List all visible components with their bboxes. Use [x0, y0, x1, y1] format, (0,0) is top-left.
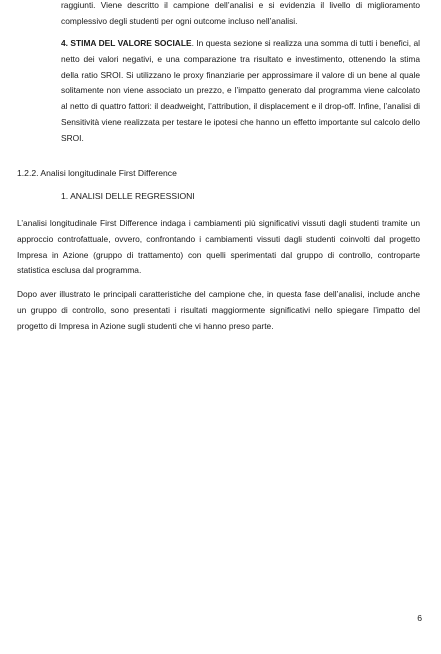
section-4-paragraph — [61, 36, 420, 147]
subsection-title: 1. ANALISI DELLE REGRESSIONI — [61, 191, 195, 201]
intro-paragraph: raggiunti. Viene descritto il campione dell’analisi e si evidenzia il livello di miglioramento complessivo degli studenti per ogni outcome incluso nell’analisi. — [61, 0, 420, 26]
section-title: 1.2.2. Analisi longitudinale First Difference — [17, 168, 177, 178]
paragraph-first-difference: L’analisi longitudinale First Difference indaga i cambiamenti più significativi vissuti dagli studenti tramite un approccio controfattuale, ovvero, confrontando i cambiamenti vissuti dagli studenti coinvolti dal progetto Impresa in Azione (gruppo di trattamento) con quelli sperimentati dal gruppo di controllo, controparte statistica esclusa dal programma. — [17, 218, 420, 276]
section-4-heading: 4. STIMA DEL VALORE SOCIALE — [61, 38, 192, 48]
page-number: 6 — [417, 613, 422, 623]
paragraph-results: Dopo aver illustrato le principali caratteristiche del campione che, in questa fase dell’analisi, include anche un gruppo di controllo, sono presentati i risultati maggiormente significativi nello spiegare l’impatto del progetto di Impresa in Azione sugli studenti che vi hanno preso parte. — [17, 289, 420, 331]
section-4-body: . In questa sezione si realizza una somma di tutti i benefici, al netto dei valori negativi, e una comparazione tra risultato e investimento, ottenendo la stima della ratio SROI. Si utilizzano le proxy finanziarie per approssimare il valore di un bene al quale solitamente non viene associato un prezzo, e l’impatto generato dal programma viene calcolato al netto di quattro fattori: il deadweight, l’attribution, il displacement e il drop-off. Infine, l’analisi di Sensitività viene realizzata per testare le ipotesi che hanno un effetto importante sul calcolo dello SROI. — [61, 38, 420, 143]
